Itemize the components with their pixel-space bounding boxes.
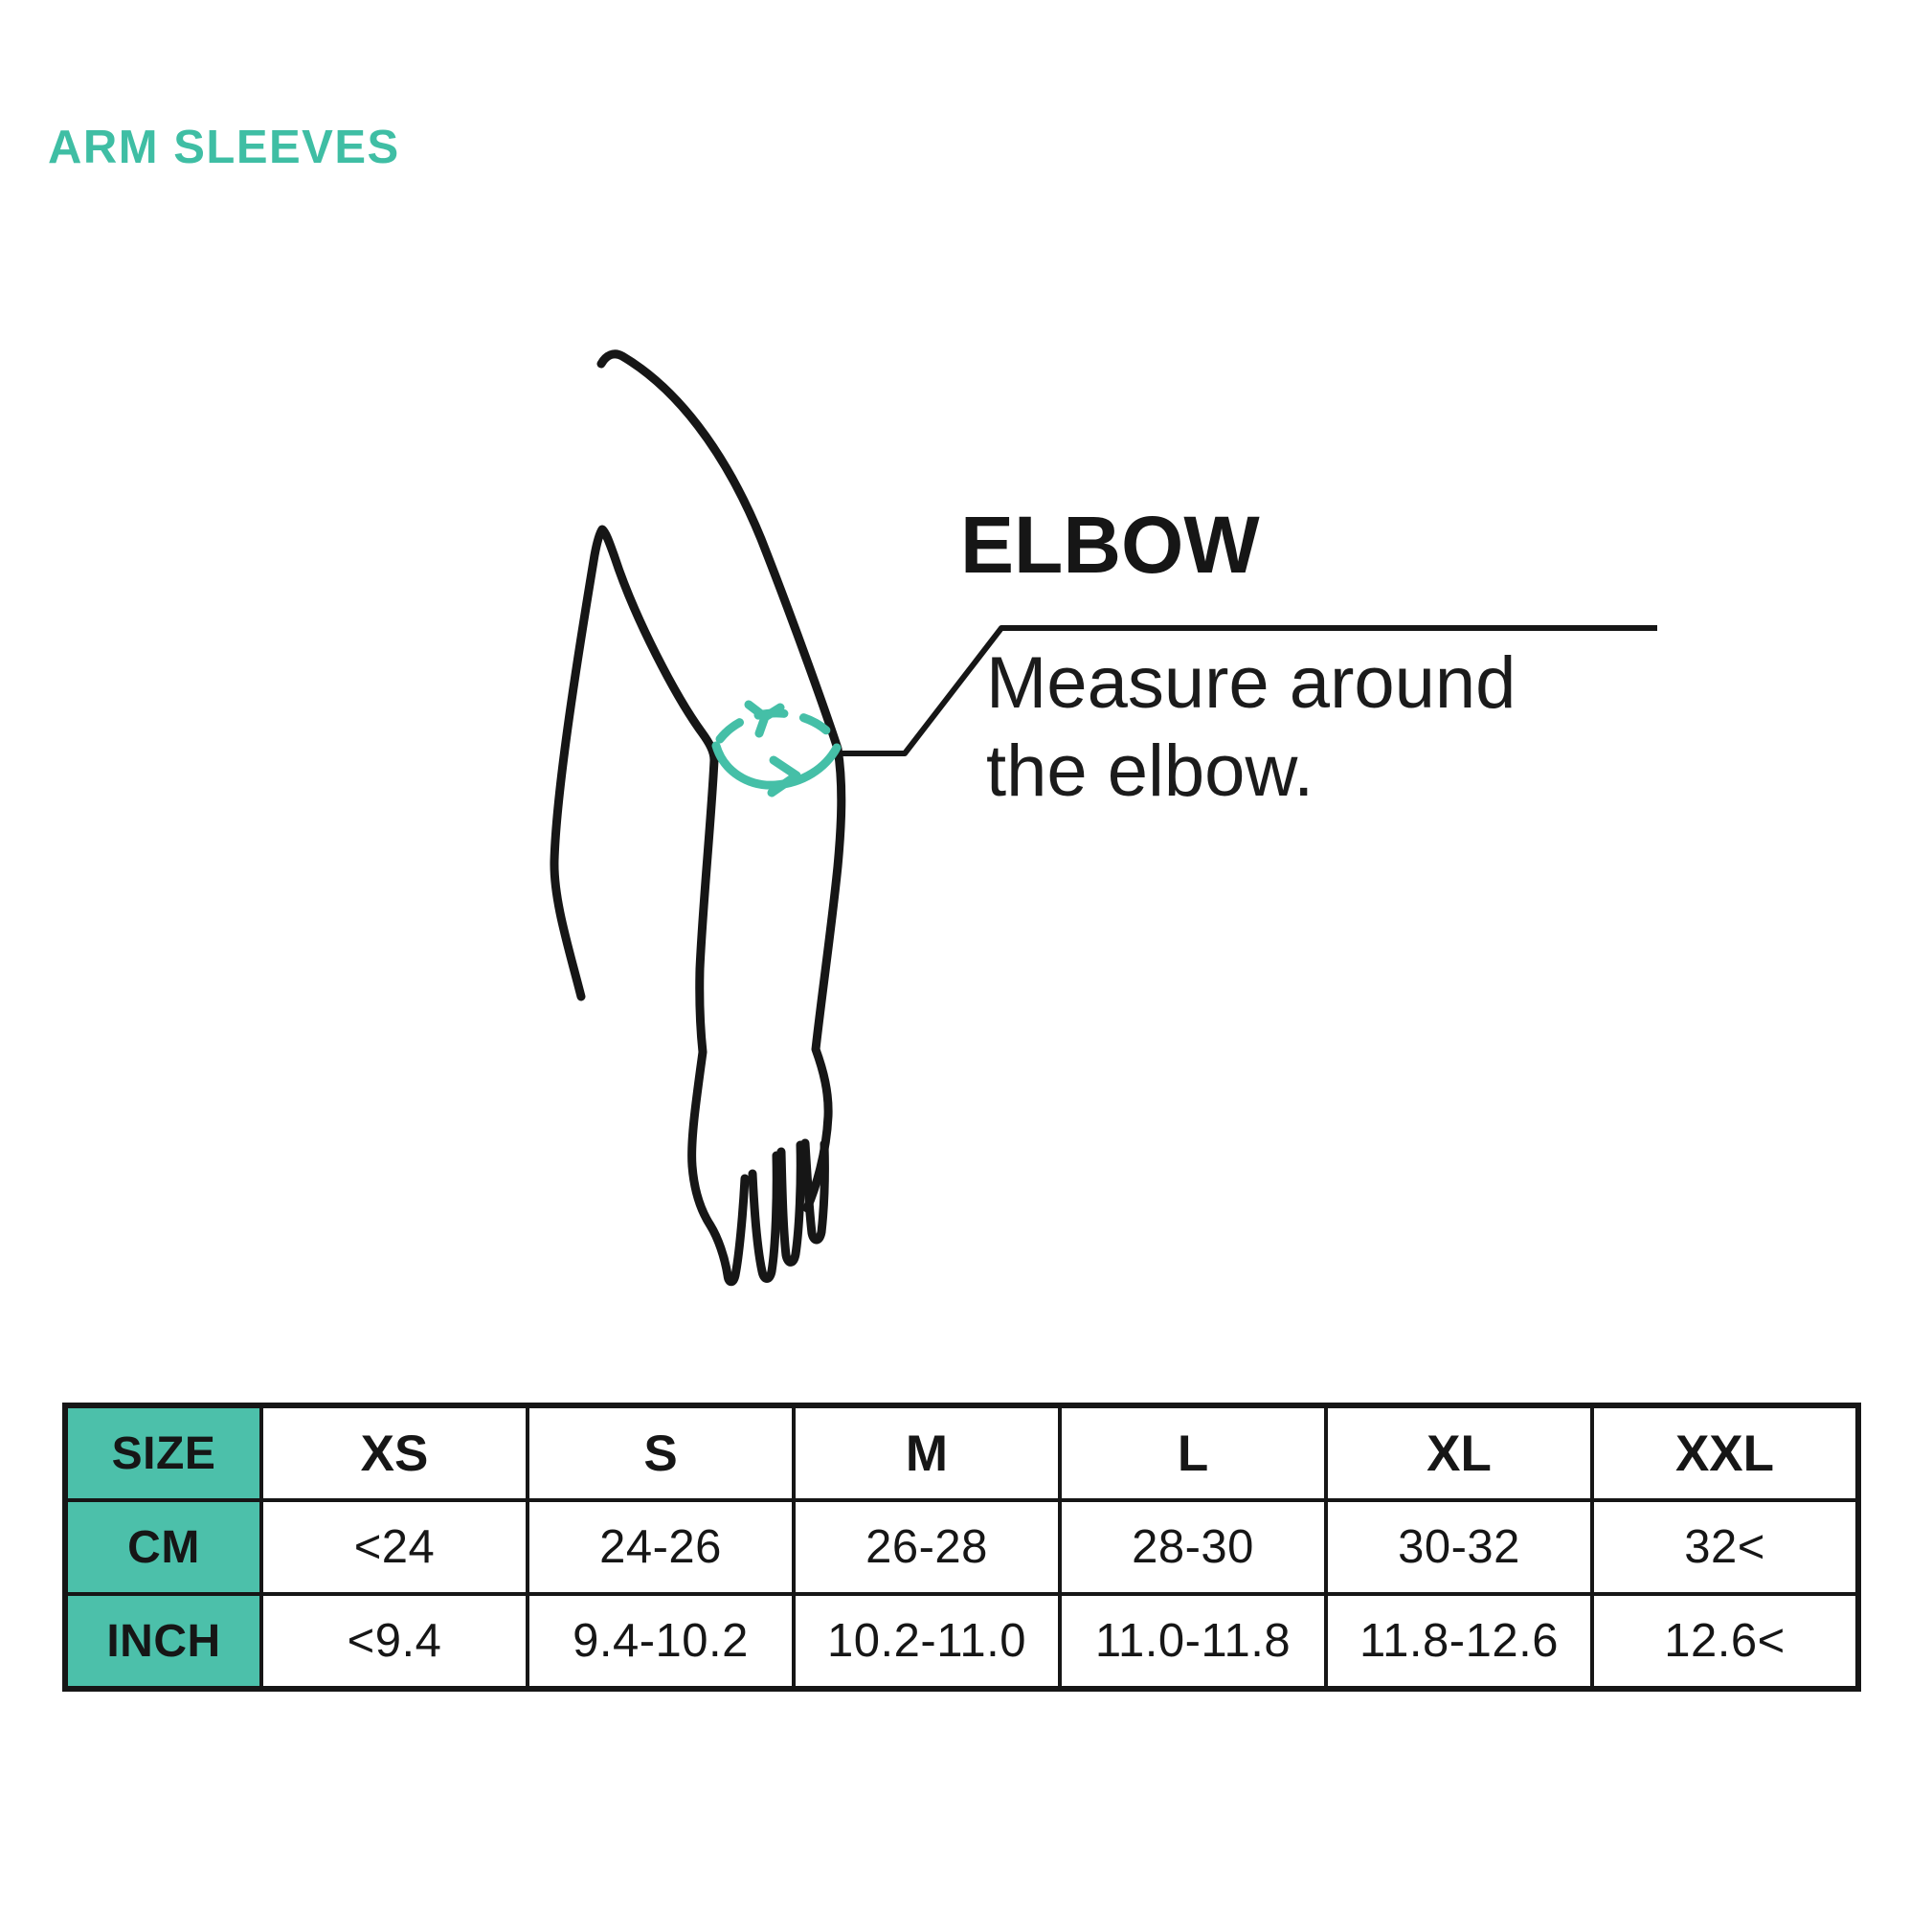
inch-value-m: 10.2-11.0 [794,1594,1060,1689]
inch-value-xs: <9.4 [261,1594,528,1689]
size-header-m: M [794,1405,1060,1500]
elbow-measurement-band-icon [716,705,837,793]
size-header-l: L [1060,1405,1326,1500]
inch-value-xxl: 12.6< [1592,1594,1858,1689]
callout-description-line1: Measure around [986,642,1516,724]
inch-row-label: INCH [65,1594,261,1689]
cm-value-xs: <24 [261,1500,528,1594]
size-header-xl: XL [1326,1405,1592,1500]
arm-outline [554,354,842,1282]
inch-value-s: 9.4-10.2 [528,1594,794,1689]
callout-description [986,640,1516,816]
size-table-header-row [65,1405,1858,1500]
inch-value-l: 11.0-11.8 [1060,1594,1326,1689]
size-header-s: S [528,1405,794,1500]
size-table-cm-row [65,1500,1858,1594]
cm-row-label: CM [65,1500,261,1594]
cm-value-xl: 30-32 [1326,1500,1592,1594]
size-corner-header: SIZE [65,1405,261,1500]
cm-value-xxl: 32< [1592,1500,1858,1594]
size-header-xxl: XXL [1592,1405,1858,1500]
cm-value-l: 28-30 [1060,1500,1326,1594]
page-title: ARM SLEEVES [48,122,400,173]
cm-value-s: 24-26 [528,1500,794,1594]
callout-description-line2: the elbow. [986,730,1314,812]
cm-value-m: 26-28 [794,1500,1060,1594]
size-table-inch-row [65,1594,1858,1689]
inch-value-xl: 11.8-12.6 [1326,1594,1592,1689]
callout-title: ELBOW [960,500,1260,590]
size-table [62,1403,1861,1692]
size-header-xs: XS [261,1405,528,1500]
